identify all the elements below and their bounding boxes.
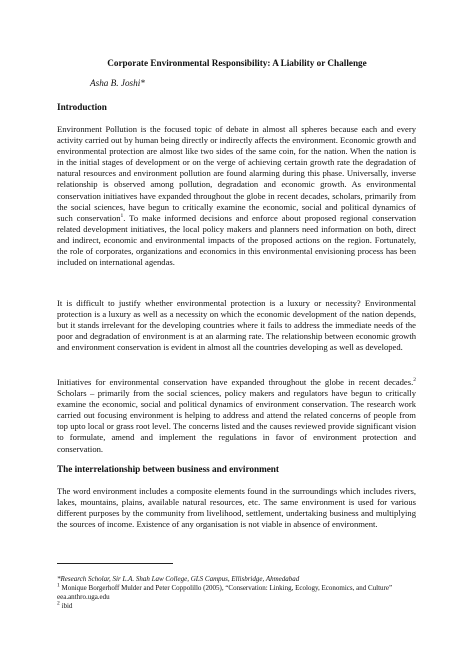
paragraph: The word environment includes a composite elements found in the surroundings which includes rivers, lakes, mountains, plains, available natural resources, etc. The same environment is used for various different purposes by the community from livelihood, settlement, undertaking business and multiplying the sources of income. Existence of any organisation is not viable in absence of environment. (57, 486, 416, 530)
section-heading-introduction: Introduction (57, 102, 107, 112)
footnote-2: $^2$ ibid (57, 600, 73, 610)
footnote-ref: 1 (120, 212, 124, 219)
paper-title: Corporate Environmental Responsibility: A Liability or Challenge (107, 58, 367, 68)
footnote-1: $^1$ Monique Borgerhoff Mulder and Peter Coppolillo (2005), “Conservation: Linking, Ecology, Economics, and Culture” eea.anthro.uga.edu (57, 582, 393, 601)
author-name: Asha B. Joshi* (90, 78, 145, 88)
footnote-ref: 2 (413, 377, 416, 384)
paragraph: Environment Pollution is the focused topic of debate in almost all spheres because each and every activity carried out by human being directly or indirectly affects the environment. Economic growth and environmental protection are almost like two sides of the same coin, for the nation. When the nation is in the initial stages of development or on the verge of achieving certain growth rate the degradation of natural resources and environment pollution are found alarming during this phase. Universally, inverse relationship is observed among pollution, degradation and economic growth. As environmental conservation initiatives have expanded throughout the globe in recent decades, scholars, primarily from the social sciences, have begun to critically examine the economic, social and political dynamics of such conservation$^1$. To make informed decisions and enforce about proposed regional conservation related development initiatives, the local policy makers and planners need information on both, direct and indirect, economic and environmental impacts of the proposed actions on the region. Fortunately, the role of corporates, organizations and economics in this environmental envisioning process has been included on international agendas. (57, 124, 416, 268)
footnote-affiliation: *Research Scholar, Sir L.A. Shah Law College, GLS Campus, Ellisbridge, Ahmedabad (57, 575, 300, 583)
section-heading-interrelationship: The interrelationship between business and environment (57, 464, 279, 474)
footnote-separator (57, 563, 173, 564)
paragraph: It is difficult to justify whether environmental protection is a luxury or necessity? Environmental protection is a luxury as well as a necessity on which the economic development of the nation depends, but it stands irrelevant for the developing countries where it fails to address the immediate needs of the poor and degradation of environment is at an alarming rate. The relationship between economic growth and environment conservation is evident in almost all the countries developing as well as developed. (57, 298, 416, 353)
paragraph: Initiatives for environmental conservation have expanded throughout the globe in recent decades.$^2$ Scholars – primarily from the social sciences, policy makers and regulators have begun to critically examine the economic, social and political dynamics of environment conservation. The research work carried out focusing environment is helping to address and attend the related concerns of people from top upto local or grass root level. The concerns listed and the causes reviewed provide significant vision to formulate, amend and implement the regulations in favor of environment protection and conservation. (57, 377, 416, 454)
